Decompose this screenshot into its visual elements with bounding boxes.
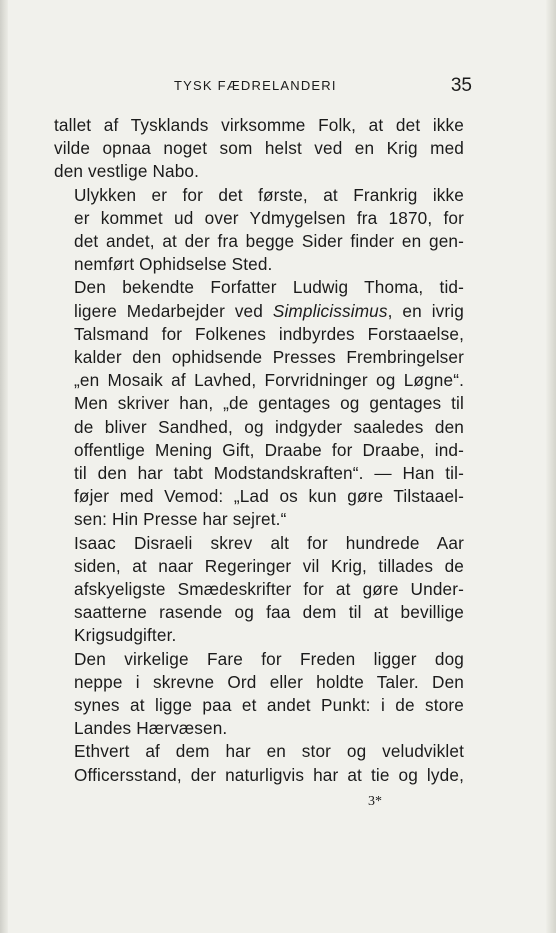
text-line: er kommet ud over Ydmygelsen fra 1870, for bbox=[74, 207, 464, 228]
text-line: Den bekendte Forfatter Ludwig Thoma, tid- bbox=[74, 277, 464, 298]
text-line: den vestlige Nabo. bbox=[54, 161, 200, 182]
text-line: Landes Hærvæsen. bbox=[74, 718, 228, 739]
text-line: kalder den ophidsende Presses Frembringelser bbox=[74, 347, 464, 368]
text-segment: ligere Medarbejder ved bbox=[74, 300, 273, 321]
text-line: vilde opnaa noget som helst ved en Krig med bbox=[54, 138, 464, 159]
running-title: TYSK FÆDRELANDERI bbox=[174, 78, 337, 93]
text-line-with-italic bbox=[54, 300, 464, 323]
paragraph-4 bbox=[54, 532, 464, 648]
text-segment: , en ivrig bbox=[387, 300, 464, 321]
body-text bbox=[54, 114, 464, 787]
text-line: siden, at naar Regeringer vil Krig, tillades de bbox=[74, 555, 464, 576]
text-line: Krigsudgifter. bbox=[74, 625, 177, 646]
paragraph-1 bbox=[54, 114, 464, 184]
paragraph-3 bbox=[54, 276, 464, 531]
page-edge-right bbox=[546, 0, 556, 933]
page-edge-left bbox=[0, 0, 8, 933]
signature-mark: 3* bbox=[368, 794, 382, 809]
paragraph-6 bbox=[54, 740, 464, 786]
text-line: Ethvert af dem har en stor og veludviklet bbox=[74, 741, 464, 762]
text-line: nemført Ophidselse Sted. bbox=[74, 254, 273, 275]
text-line: Talsmand for Folkenes indbyrdes Forstaaelse, bbox=[74, 323, 464, 344]
text-line: til den har tabt Modstandskraften“. — Han til- bbox=[74, 463, 464, 484]
text-line: synes at ligge paa et andet Punkt: i de store bbox=[74, 695, 464, 716]
text-line: offentlige Mening Gift, Draabe for Draabe, ind- bbox=[74, 439, 464, 460]
page-number: 35 bbox=[450, 75, 472, 96]
italic-title: Simplicissimus bbox=[272, 300, 388, 321]
text-line: saatterne rasende og faa dem til at bevillige bbox=[74, 602, 464, 623]
text-line: sen: Hin Presse har sejret.“ bbox=[74, 509, 287, 530]
paragraph-5 bbox=[54, 648, 464, 741]
running-head bbox=[54, 75, 472, 98]
text-line: Den virkelige Fare for Freden ligger dog bbox=[74, 648, 464, 669]
text-line: Officersstand, der naturligvis har at tie og lyde, bbox=[74, 764, 464, 785]
text-line: føjer med Vemod: „Lad os kun gøre Tilstaael- bbox=[74, 486, 464, 507]
text-line: neppe i skrevne Ord eller holdte Taler. Den bbox=[74, 671, 464, 692]
text-line: Ulykken er for det første, at Frankrig ikke bbox=[74, 184, 464, 205]
text-line: tallet af Tysklands virksomme Folk, at det ikke bbox=[54, 115, 464, 135]
text-line: det andet, at der fra begge Sider finder en gen- bbox=[74, 231, 464, 252]
paragraph-2 bbox=[54, 184, 464, 277]
text-line: Men skriver han, „de gentages og gentages til bbox=[74, 393, 464, 414]
text-line: „en Mosaik af Lavhed, Forvridninger og Løgne“. bbox=[74, 370, 464, 391]
text-line: Isaac Disraeli skrev alt for hundrede Aar bbox=[74, 532, 464, 553]
text-line: afskyeligste Smædeskrifter for at gøre Under- bbox=[74, 579, 464, 600]
text-line: de bliver Sandhed, og indgyder saaledes den bbox=[74, 416, 464, 437]
